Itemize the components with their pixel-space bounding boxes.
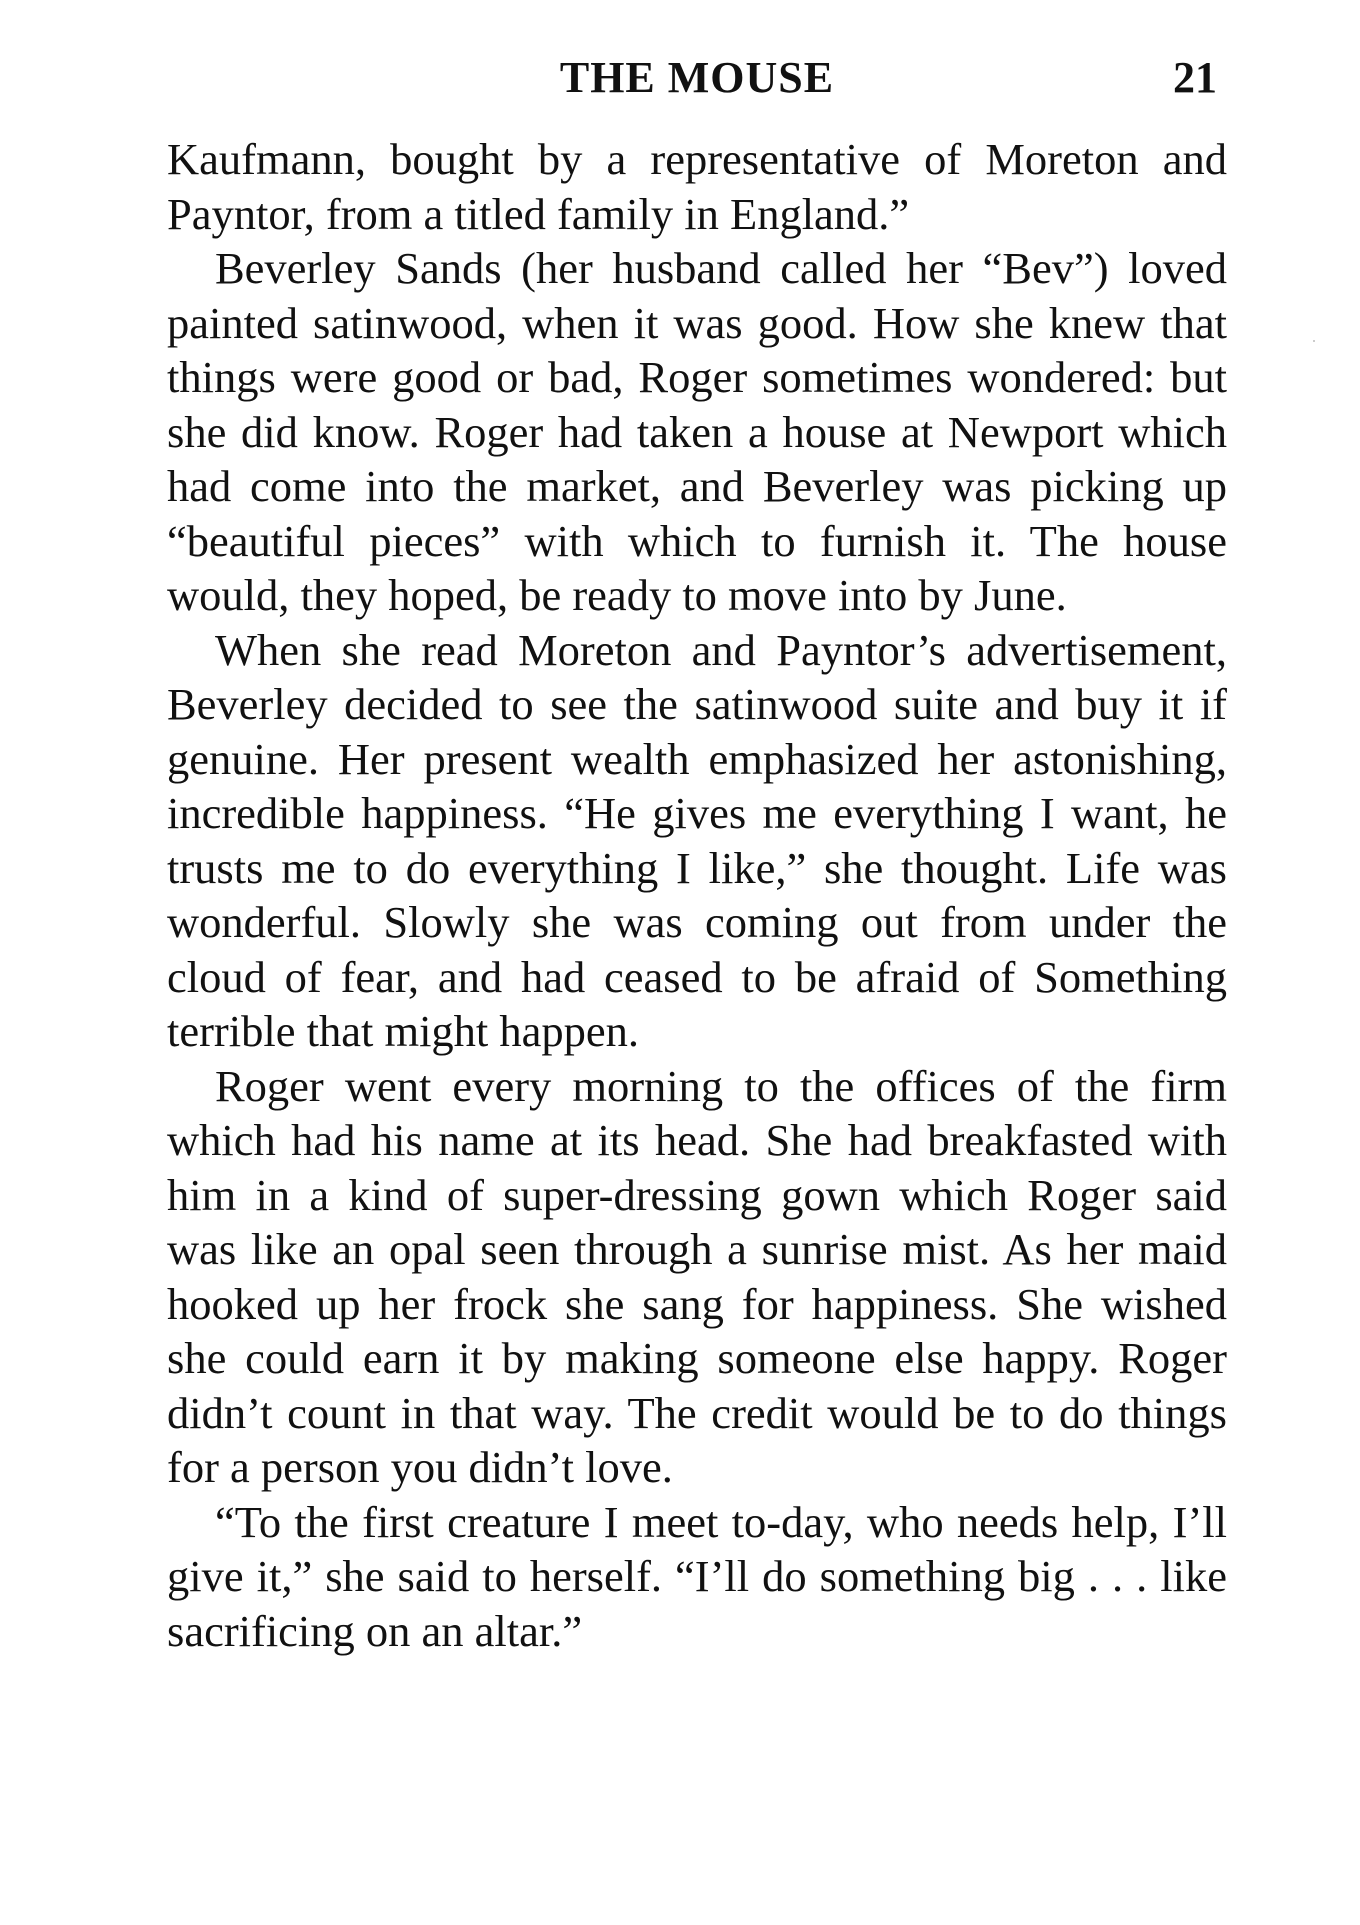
running-title: THE MOUSE [559, 53, 835, 102]
paragraph-continued: Kaufmann, bought by a representative of Moreton and Payntor, from a titled family in England.” [167, 134, 1227, 239]
margin-speck [1313, 340, 1315, 342]
page-number: 21 [1173, 53, 1217, 102]
body-text [167, 132, 1227, 1658]
page-header [167, 52, 1227, 112]
paragraph: When she read Moreton and Payntor’s advertisement, Beverley decided to see the satinwood suite and buy it if genuine. Her present wealth emphasized her astonishing, incredible happiness. “He gives me everything I want, he trusts me to do everything I like,” she thought. Life was wonderful. Slowly she was coming out from under the cloud of fear, and had ceased to be afraid of Something terrible that might happen. [167, 624, 1227, 1056]
paragraph: Beverley Sands (her husband called her “Bev”) loved painted satinwood, when it was good. How she knew that things were good or bad, Roger sometimes wondered: but she did know. Roger had taken a house at Newport which had come into the market, and Beverley was picking up “beautiful pieces” with which to furnish it. The house would, they hoped, be ready to move into by June. [167, 243, 1227, 620]
paragraph: Roger went every morning to the offices of the firm which had his name at its head. She had breakfasted with him in a kind of super-dressing gown which Roger said was like an opal seen through a sunrise mist. As her maid hooked up her frock she sang for happiness. She wished she could earn it by making someone else happy. Roger didn’t count in that way. The credit would be to do things for a person you didn’t love. [167, 1060, 1227, 1492]
paragraph: “To the first creature I meet to-day, who needs help, I’ll give it,” she said to herself. “I’ll do something big . . . like sacrificing on an altar.” [167, 1496, 1227, 1656]
